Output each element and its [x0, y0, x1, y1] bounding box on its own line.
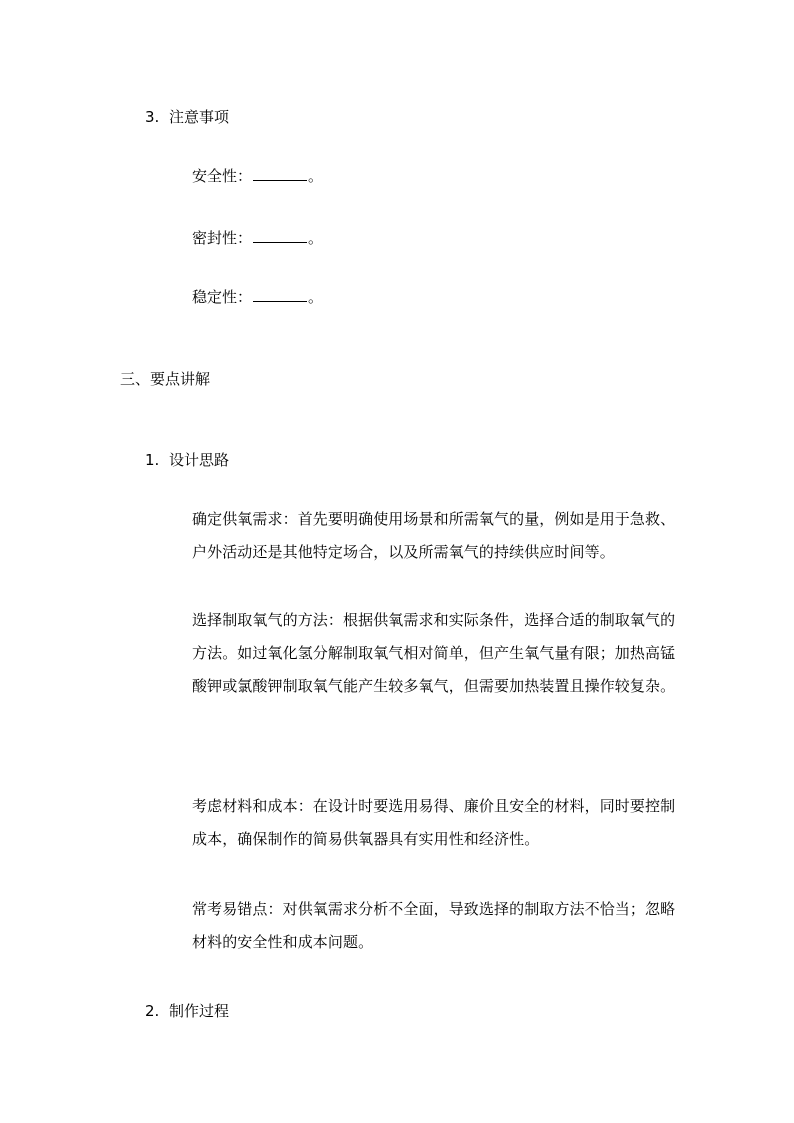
- note-item-end: 。: [308, 167, 324, 185]
- fill-in-blank: [253, 228, 307, 243]
- fill-in-blank: [253, 287, 307, 302]
- note-item-end: 。: [308, 288, 324, 306]
- note-item-label: 稳定性：: [192, 288, 253, 306]
- design-paragraph-materials: 考虑材料和成本：在设计时要选用易得、廉价且安全的材料，同时要控制成本，确保制作的简易供氧器具有实用性和经济性。: [192, 797, 676, 848]
- design-heading: [145, 450, 229, 470]
- note-item-label: 安全性：: [192, 167, 253, 185]
- notes-heading: [145, 107, 229, 127]
- note-item-sealing: [192, 228, 323, 248]
- production-heading: [145, 1001, 229, 1021]
- note-item-end: 。: [308, 229, 324, 247]
- note-item-label: 密封性：: [192, 229, 253, 247]
- notes-number: 3.: [145, 108, 160, 126]
- production-number: 2.: [145, 1002, 160, 1020]
- fill-in-blank: [253, 166, 307, 181]
- design-paragraph-method: 选择制取氧气的方法：根据供氧需求和实际条件，选择合适的制取氧气的方法。如过氧化氢分解制取氧气相对简单，但产生氧气量有限；加热高锰酸钾或氯酸钾制取氧气能产生较多氧气，但需要加热装置且操作较复杂。: [192, 611, 676, 695]
- design-paragraph-demand: 确定供氧需求：首先要明确使用场景和所需氧气的量，例如是用于急救、户外活动还是其他特定场合，以及所需氧气的持续供应时间等。: [192, 510, 676, 561]
- design-paragraph-mistakes: 常考易错点：对供氧需求分析不全面，导致选择的制取方法不恰当；忽略材料的安全性和成本问题。: [192, 900, 676, 951]
- design-title: 设计思路: [169, 451, 230, 469]
- note-item-safety: [192, 166, 323, 186]
- note-item-stability: [192, 287, 323, 307]
- design-number: 1.: [145, 451, 160, 469]
- production-title: 制作过程: [169, 1002, 230, 1020]
- section-heading: 三、要点讲解: [120, 370, 211, 388]
- notes-title: 注意事项: [169, 108, 230, 126]
